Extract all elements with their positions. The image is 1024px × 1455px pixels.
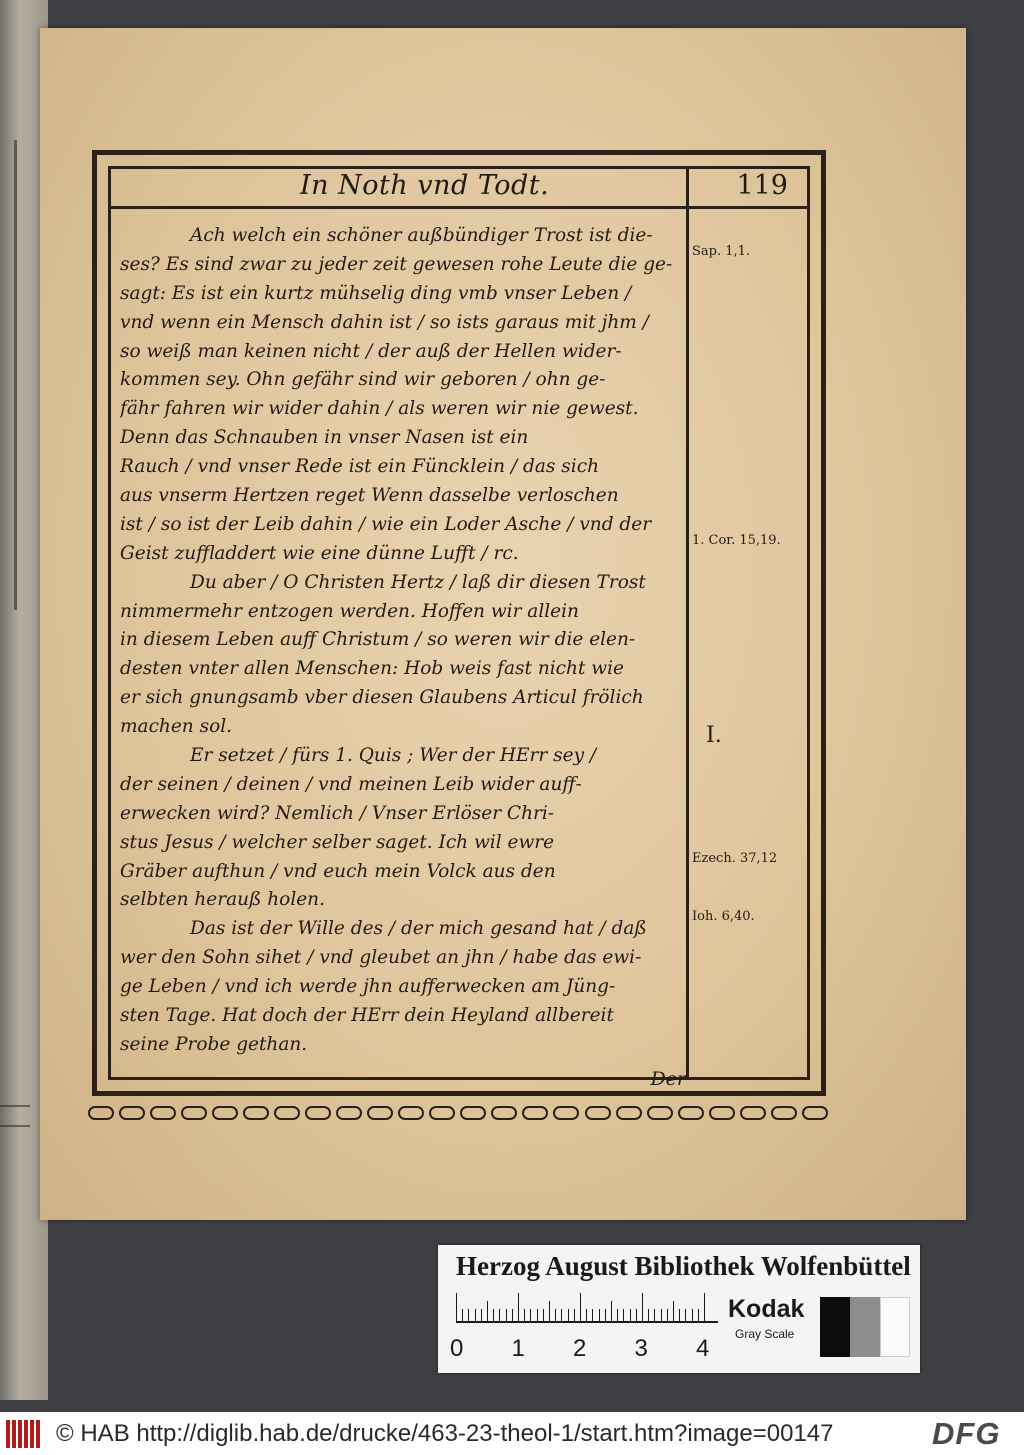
body-line: vnd wenn ein Mensch dahin ist / so ists garaus mit jhm / xyxy=(120,311,649,333)
scale-ruler xyxy=(456,1293,718,1323)
ornament-link xyxy=(243,1106,269,1120)
ruler-tick xyxy=(673,1301,674,1321)
body-line: Geist zuffladdert wie eine dünne Lufft / rc. xyxy=(120,542,519,564)
swatch-white xyxy=(880,1297,910,1357)
ruler-tick xyxy=(568,1309,569,1321)
ornament-link xyxy=(398,1106,424,1120)
footer-copyright-link[interactable]: © HAB http://diglib.hab.de/drucke/463-23-theol-1/start.htm?image=00147 xyxy=(56,1420,834,1447)
ruler-tick xyxy=(524,1309,525,1321)
ruler-tick xyxy=(487,1301,488,1321)
footer-bar xyxy=(0,1412,1024,1455)
ruler-tick xyxy=(661,1309,662,1321)
ornament-link xyxy=(771,1106,797,1120)
ornament-link xyxy=(367,1106,393,1120)
ornament-border xyxy=(88,1100,828,1126)
body-line: machen sol. xyxy=(120,716,233,738)
library-color-label xyxy=(438,1245,920,1373)
ornament-link xyxy=(616,1106,642,1120)
margin-note: 1. Cor. 15,19. xyxy=(692,533,781,548)
body-line: fähr fahren wir wider dahin / als weren wir nie gewest. xyxy=(120,398,639,420)
ornament-link xyxy=(585,1106,611,1120)
body-line: Du aber / O Christen Hertz / laß dir diesen Trost xyxy=(190,571,646,593)
running-head: In Noth vnd Todt. xyxy=(300,170,550,201)
body-line: Ach welch ein schöner außbündiger Trost ist die- xyxy=(190,225,653,246)
body-line: Denn das Schnauben in vnser Nasen ist ein xyxy=(120,427,529,449)
ruler-tick xyxy=(630,1309,631,1321)
ruler-tick xyxy=(499,1309,500,1321)
ornament-link xyxy=(274,1106,300,1120)
ornament-link xyxy=(429,1106,455,1120)
ruler-tick xyxy=(468,1309,469,1321)
ruler-tick xyxy=(456,1293,457,1321)
body-text xyxy=(120,222,682,1060)
ornament-link xyxy=(522,1106,548,1120)
ruler-tick xyxy=(481,1309,482,1321)
ruler-tick xyxy=(580,1293,581,1321)
body-line: sagt: Es ist ein kurtz mühselig ding vmb vnser Leben / xyxy=(120,282,632,304)
ornament-link xyxy=(150,1106,176,1120)
ruler-tick xyxy=(685,1309,686,1321)
ruler-tick xyxy=(605,1309,606,1321)
body-line: in diesem Leben auff Christum / so weren wir die elen- xyxy=(120,629,636,651)
body-line: Er setzet / fürs 1. Quis ; Wer der HErr sey / xyxy=(190,745,597,767)
ornament-link xyxy=(740,1106,766,1120)
swatch-gray xyxy=(850,1297,880,1357)
margin-note: Ezech. 37,12 xyxy=(692,850,778,866)
ruler-tick xyxy=(493,1309,494,1321)
ruler-tick xyxy=(537,1309,538,1321)
ruler-tick xyxy=(704,1293,705,1321)
ruler-tick xyxy=(692,1309,693,1321)
page-number: 119 xyxy=(736,170,788,201)
kodak-brand: Kodak xyxy=(728,1295,805,1323)
ruler-number: 3 xyxy=(634,1335,648,1362)
ornament-link xyxy=(460,1106,486,1120)
body-line: erwecken wird? Nemlich / Vnser Erlöser Chri- xyxy=(120,802,555,824)
catchword: Der xyxy=(650,1068,686,1090)
ruler-tick xyxy=(512,1309,513,1321)
body-line: ses? Es sind zwar zu jeder zeit gewesen rohe Leute die ge- xyxy=(120,253,673,275)
ruler-tick xyxy=(592,1309,593,1321)
margin-note: Sap. 1,1. xyxy=(692,244,751,259)
ornament-link xyxy=(553,1106,579,1120)
ruler-number: 2 xyxy=(573,1335,587,1362)
dfg-logo: DFG xyxy=(932,1416,1001,1451)
body-line: ist / so ist der Leib dahin / wie ein Loder Asche / vnd der xyxy=(120,513,652,535)
ruler-tick xyxy=(555,1309,556,1321)
margin-column-rule xyxy=(686,166,689,1080)
ornament-link xyxy=(802,1106,828,1120)
library-logo-icon xyxy=(6,1420,44,1448)
ruler-number: 0 xyxy=(450,1335,464,1362)
ruler-tick xyxy=(617,1309,618,1321)
body-line: der seinen / deinen / vnd meinen Leib wider auff- xyxy=(120,773,582,795)
body-line: sten Tage. Hat doch der HErr dein Heyland allbereit xyxy=(120,1005,614,1027)
ruler-tick xyxy=(667,1309,668,1321)
body-line: kommen sey. Ohn gefähr sind wir geboren / ohn ge- xyxy=(120,369,606,391)
body-line: nimmermehr entzogen werden. Hoffen wir allein xyxy=(120,600,579,622)
body-line: aus vnserm Hertzen reget Wenn dasselbe verloschen xyxy=(120,485,619,507)
body-line: er sich gnungsamb vber diesen Glaubens Articul frölich xyxy=(120,687,644,709)
ruler-tick xyxy=(586,1309,587,1321)
ruler-tick xyxy=(642,1293,643,1321)
ruler-tick xyxy=(506,1309,507,1321)
ruler-tick xyxy=(623,1309,624,1321)
ruler-tick xyxy=(475,1309,476,1321)
previous-page-ornament xyxy=(0,1105,30,1127)
ornament-link xyxy=(212,1106,238,1120)
ornament-link xyxy=(119,1106,145,1120)
ornament-link xyxy=(336,1106,362,1120)
body-line: so weiß man keinen nicht / der auß der Hellen wider- xyxy=(120,340,622,362)
ruler-tick xyxy=(599,1309,600,1321)
ornament-link xyxy=(181,1106,207,1120)
ornament-link xyxy=(491,1106,517,1120)
body-line: Rauch / vnd vnser Rede ist ein Füncklein / das sich xyxy=(120,456,599,478)
swatch-black xyxy=(820,1297,850,1357)
ruler-tick xyxy=(698,1309,699,1321)
ruler-tick xyxy=(636,1309,637,1321)
ruler-tick xyxy=(654,1309,655,1321)
ornament-link xyxy=(305,1106,331,1120)
ornament-link xyxy=(678,1106,704,1120)
ruler-number: 4 xyxy=(696,1335,710,1362)
body-line: desten vnter allen Menschen: Hob weis fast nicht wie xyxy=(120,658,624,680)
body-line: selbten herauß holen. xyxy=(120,889,325,911)
margin-note: Ioh. 6,40. xyxy=(692,908,755,924)
body-line: ge Leben / vnd ich werde jhn aufferwecken am Jüng- xyxy=(120,976,616,998)
header-rule xyxy=(108,206,810,209)
ruler-tick xyxy=(611,1301,612,1321)
ruler-tick xyxy=(574,1309,575,1321)
ornament-link xyxy=(647,1106,673,1120)
body-line: Gräber aufthun / vnd euch mein Volck aus den xyxy=(120,860,556,882)
previous-page-frame xyxy=(0,140,17,610)
body-line: stus Jesus / welcher selber saget. Ich wil ewre xyxy=(120,831,555,853)
ruler-tick xyxy=(530,1309,531,1321)
gray-scale-label: Gray Scale xyxy=(735,1327,795,1341)
ruler-tick xyxy=(462,1309,463,1321)
ruler-tick xyxy=(648,1309,649,1321)
margin-note: I. xyxy=(706,723,722,749)
ruler-tick xyxy=(549,1301,550,1321)
ruler-number: 1 xyxy=(511,1335,525,1362)
body-line: Das ist der Wille des / der mich gesand hat / daß xyxy=(190,918,647,940)
library-name: Herzog August Bibliothek Wolfenbüttel xyxy=(456,1251,911,1281)
ruler-tick xyxy=(518,1293,519,1321)
ornament-link xyxy=(709,1106,735,1120)
body-line: wer den Sohn sihet / vnd gleubet an jhn / habe das ewi- xyxy=(120,947,642,969)
ruler-tick xyxy=(679,1309,680,1321)
ruler-tick xyxy=(561,1309,562,1321)
body-line: seine Probe gethan. xyxy=(120,1033,308,1055)
ornament-link xyxy=(88,1106,114,1120)
ruler-tick xyxy=(543,1309,544,1321)
